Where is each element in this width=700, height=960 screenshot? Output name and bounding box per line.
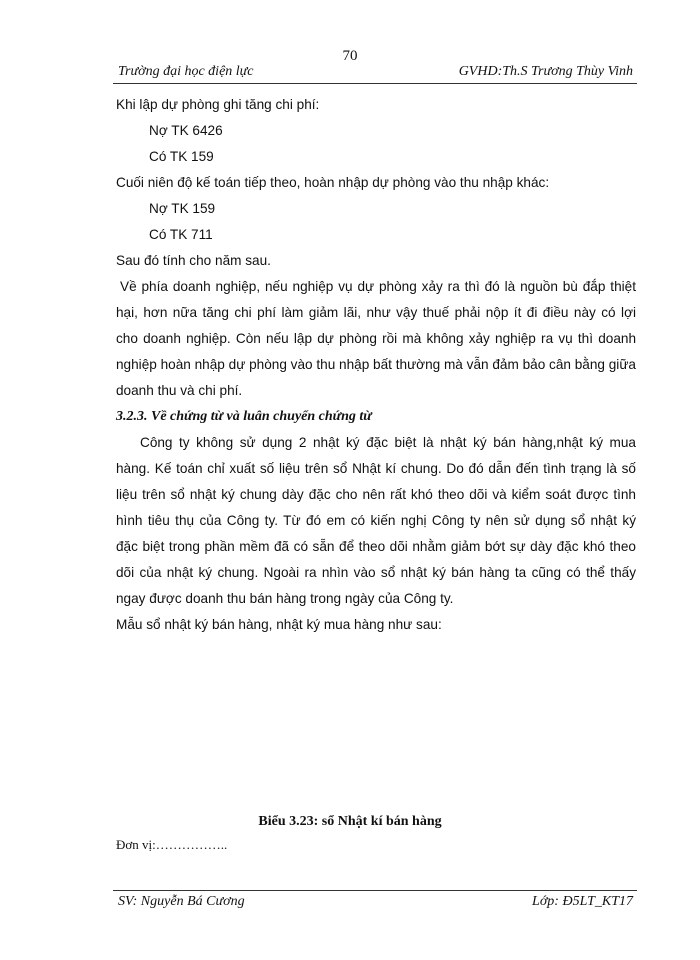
text-line: Mẫu sổ nhật ký bán hàng, nhật ký mua hàng như sau: [116, 617, 442, 632]
text-line: cho doanh nghiệp. Còn nếu lập dự phòng rồi mà không xảy nghiệp ra vụ thì doanh [116, 331, 636, 346]
section-heading: 3.2.3. Về chứng từ và luân chuyển chứng từ [116, 409, 372, 424]
text-line: Công ty không sử dụng 2 nhật ký đặc biệt là nhật ký bán hàng,nhật ký mua [140, 435, 636, 450]
text-line: Sau đó tính cho năm sau. [116, 253, 271, 268]
text-line: hàng. Kế toán chỉ xuất số liệu trên sổ Nhật kí chung. Do đó dẫn đến tình trạng là số [116, 461, 636, 476]
page-header [113, 63, 637, 84]
text-line: Có TK 159 [149, 149, 214, 164]
text-line: liệu trên sổ nhật ký chung dày đặc cho nên rất khó theo dõi và kiểm soát được tình [116, 487, 636, 502]
text-line: đặc biệt trong phần mềm đã có sẵn để theo dõi nhằm giảm bớt sự dày đặc khó theo [116, 539, 636, 554]
text-line: hại, hơn nữa tăng chi phí làm giảm lãi, như vậy thuế phải nộp ít đi điều này có lợi [116, 305, 636, 320]
header-school: Trường đại học điện lực [118, 64, 254, 79]
text-line: doanh thu và chi phí. [116, 383, 243, 398]
footer-rule [113, 890, 637, 891]
page-number: 70 [342, 48, 358, 64]
document-body [116, 92, 636, 652]
text-line: hình tiêu thụ của Công ty. Từ đó em có kiến nghị Công ty nên sử dụng sổ nhật ký [116, 513, 636, 528]
header-advisor: GVHD:Th.S Trương Thùy Vinh [458, 64, 633, 79]
table-caption: Biểu 3.23: sổ Nhật kí bán hàng [258, 814, 442, 829]
unit-field: Đơn vị:…………….. [116, 837, 228, 852]
text-line: nghiệp hoàn nhập dự phòng vào thu nhập bất thường mà vẫn đảm bảo cân bằng giữa [116, 357, 636, 372]
text-line: Về phía doanh nghiệp, nếu nghiệp vụ dự phòng xảy ra thì đó là nguồn bù đắp thiệt [120, 279, 636, 294]
text-line: ngay được doanh thu bán hàng trong ngày của Công ty. [116, 591, 454, 606]
text-line: Khi lập dự phòng ghi tăng chi phí: [116, 97, 320, 112]
text-line: dõi của nhật ký chung. Ngoài ra nhìn vào sổ nhật ký bán hàng ta cũng có thể thấy [116, 565, 636, 580]
text-line: Cuối niên độ kế toán tiếp theo, hoàn nhập dự phòng vào thu nhập khác: [116, 175, 550, 190]
footer-class: Lớp: Đ5LT_KT17 [532, 894, 633, 909]
footer-student: SV: Nguyễn Bá Cương [118, 894, 245, 909]
text-line: Nợ TK 159 [149, 201, 216, 216]
text-line: Có TK 711 [149, 227, 213, 242]
text-line: Nợ TK 6426 [149, 123, 223, 138]
